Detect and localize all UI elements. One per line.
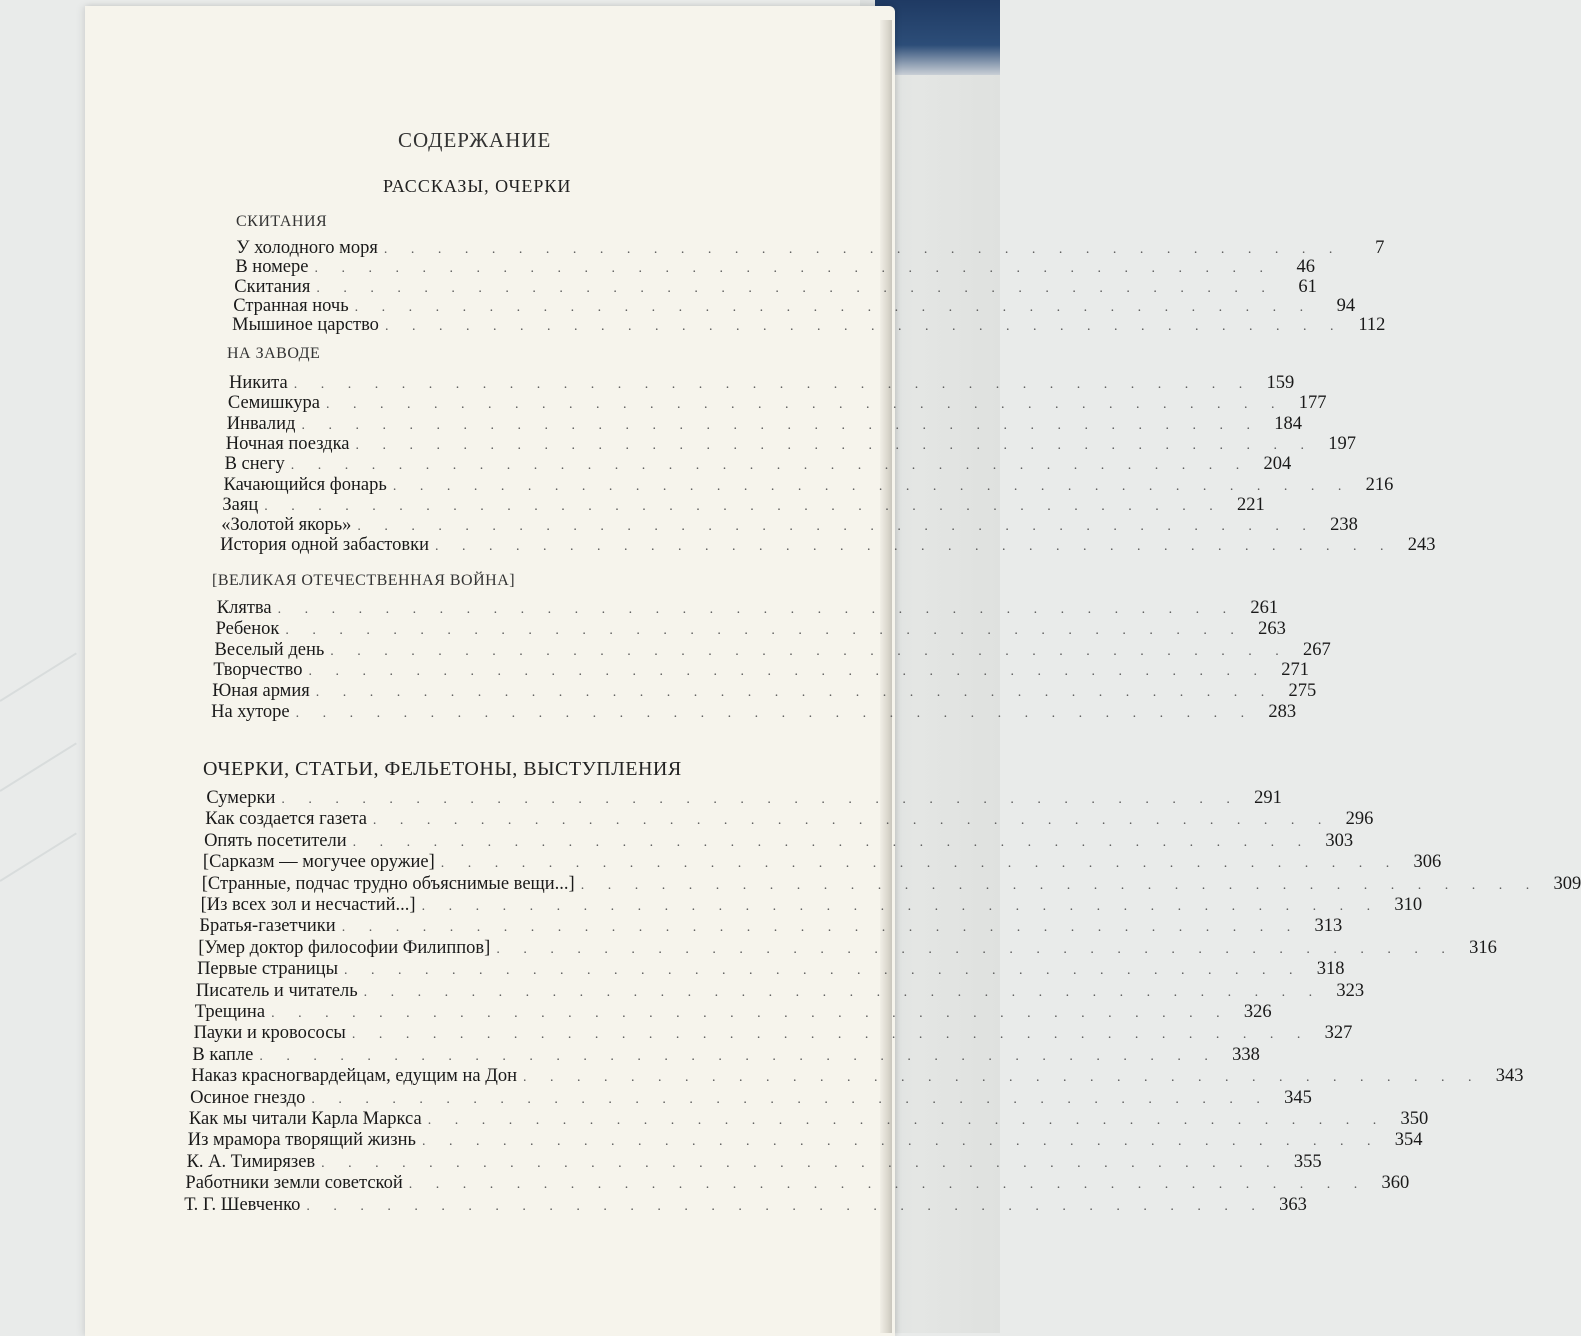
toc-entry xyxy=(216,598,1279,619)
page-number: 283 xyxy=(1268,702,1297,722)
entry-title: Мышиное царство xyxy=(232,315,379,336)
dot-leader: . . . . . . . . . . . . . . . . . . . . . . . . . . . . . . . . . . . . xyxy=(427,1113,1387,1128)
toc-entry xyxy=(193,1023,1353,1044)
entry-title: «Золотой якорь» xyxy=(221,515,352,536)
dot-leader: . . . . . . . . . . . . . . . . . . . . . . . . . . . . . . . . . . . . xyxy=(435,539,1394,555)
page-number: 7 xyxy=(1375,238,1385,258)
dot-leader: . . . . . . . . . . . . . . . . . . . . . . . . . . . . . . . . . . . . xyxy=(496,941,1455,957)
toc-entry xyxy=(200,895,1423,916)
entry-title: В номере xyxy=(235,257,309,278)
page-number: 296 xyxy=(1345,809,1374,830)
entry-title: Инвалид xyxy=(226,413,296,434)
entry-title: В капле xyxy=(192,1044,254,1065)
dot-leader: . . . . . . . . . . . . . . . . . . . . . . . . . . . . . . . . . . . . xyxy=(372,813,1332,829)
entry-title: Ночная поездка xyxy=(225,433,350,454)
toc-entry xyxy=(187,1130,1423,1151)
dot-leader: . . . . . . . . . . . . . . . . . . . . . . . . . . . . . . . . . . . . xyxy=(277,602,1237,617)
dot-leader: . . . . . . . . . . . . . . . . . . . . . . . . . . . . . . . . . . . . xyxy=(352,834,1312,850)
toc-entry xyxy=(211,702,1297,723)
page-number: 46 xyxy=(1296,257,1315,278)
toc-entry xyxy=(205,809,1374,830)
dot-leader: . . . . . . . . . . . . . . . . . . . . . . . . . . . . . . . . . . . . xyxy=(314,261,1273,277)
dot-leader: . . . . . . . . . . . . . . . . . . . . . . . . . . . . . . . . . . . . xyxy=(285,622,1244,638)
dot-leader: . . . . . . . . . . . . . . . . . . . . . . . . . . . . . . . . . . . . xyxy=(357,519,1316,535)
entry-title: Т. Г. Шевченко xyxy=(184,1194,301,1215)
entry-title: На хуторе xyxy=(211,702,290,722)
dot-leader: . . . . . . . . . . . . . . . . . . . . . . . . . . . . . . . . . . . . xyxy=(311,1091,1270,1107)
entry-title: [Умер доктор философии Филиппов] xyxy=(198,937,491,958)
dot-leader: . . . . . . . . . . . . . . . . . . . . . . . . . . . . . . . . . . . . xyxy=(522,1070,1482,1086)
toc-entry xyxy=(188,1109,1429,1130)
dot-leader: . . . . . . . . . . . . . . . . . . . . . . . . . . . . . . . . . . . . xyxy=(308,664,1268,680)
toc-entry xyxy=(191,1066,1524,1087)
entry-title: Никита xyxy=(229,373,288,393)
toc-entry xyxy=(233,295,1356,317)
entry-title: Заяц xyxy=(222,494,259,515)
page-number: 313 xyxy=(1314,916,1343,937)
toc-entry xyxy=(232,315,1386,336)
toc-entry xyxy=(236,238,1385,259)
toc-entry xyxy=(199,916,1343,937)
page-number: 184 xyxy=(1274,413,1302,434)
dot-leader: . . . . . . . . . . . . . . . . . . . . . . . . . . . . . . . . . . . . xyxy=(392,478,1352,494)
page-number: 159 xyxy=(1266,373,1295,393)
toc-entry xyxy=(225,433,1357,455)
toc-entry xyxy=(195,980,1365,1002)
dot-leader: . . . . . . . . . . . . . . . . . . . . . . . . . . . . . . . . . . . . xyxy=(421,899,1381,914)
dot-leader: . . . . . . . . . . . . . . . . . . . . . . . . . . . . . . . . . . . . xyxy=(440,856,1400,872)
entry-title: Писатель и читатель xyxy=(195,980,358,1001)
entry-title: Клятва xyxy=(216,598,272,618)
section-title: СКИТАНИЯ xyxy=(236,213,328,230)
page-number: 221 xyxy=(1237,494,1265,515)
entry-title: Сумерки xyxy=(206,788,276,808)
dot-leader: . . . . . . . . . . . . . . . . . . . . . . . . . . . . . . . . . . . . xyxy=(293,377,1253,392)
entry-title: Веселый день xyxy=(214,639,325,660)
page-number: 323 xyxy=(1336,980,1365,1001)
dot-leader: . . . . . . . . . . . . . . . . . . . . . . . . . . . . . . . . . . . . xyxy=(351,1027,1311,1043)
dot-leader: . . . . . . . . . . . . . . . . . . . . . . . . . . . . . . . . . . . . xyxy=(306,1198,1265,1214)
entry-title: Скитания xyxy=(234,276,311,297)
page-number: 291 xyxy=(1254,788,1282,808)
toc-entry xyxy=(201,873,1581,895)
page-number: 61 xyxy=(1298,276,1317,297)
entry-title: Творчество xyxy=(213,660,303,681)
part-title: ОЧЕРКИ, СТАТЬИ, ФЕЛЬЕТОНЫ, ВЫСТУПЛЕНИЯ xyxy=(203,758,682,780)
page-number: 263 xyxy=(1258,618,1286,639)
dot-leader: . . . . . . . . . . . . . . . . . . . . . . . . . . . . . . . . . . . . xyxy=(316,280,1275,296)
entry-title: [Странные, подчас трудно объяснимые вещи...] xyxy=(201,873,575,894)
page-number: 303 xyxy=(1325,830,1354,851)
entry-title: Трещина xyxy=(194,1002,266,1022)
dot-leader: . . . . . . . . . . . . . . . . . . . . . . . . . . . . . . . . . . . . xyxy=(330,643,1289,659)
toc-entry xyxy=(214,639,1331,661)
toc-entry xyxy=(206,788,1282,809)
toc-entry xyxy=(194,1002,1272,1023)
page-number: 343 xyxy=(1495,1066,1524,1087)
dot-leader: . . . . . . . . . . . . . . . . . . . . . . . . . . . . . . . . . . . . xyxy=(341,920,1301,936)
toc-entry xyxy=(198,937,1497,959)
page-number: 275 xyxy=(1288,681,1317,702)
dot-leader: . . . . . . . . . . . . . . . . . . . . . . . . . . . . . . . . . . . . xyxy=(421,1134,1381,1150)
dot-leader: . . . . . . . . . . . . . . . . . . . . . . . . . . . . . . . . . . . . xyxy=(290,458,1250,474)
dot-leader: . . . . . . . . . . . . . . . . . . . . . . . . . . . . . . . . . . . . xyxy=(355,437,1315,453)
page-number: 360 xyxy=(1381,1173,1410,1194)
entry-title: История одной забастовки xyxy=(220,535,429,556)
entry-title: Ребенок xyxy=(215,618,280,639)
page-number: 94 xyxy=(1336,295,1356,316)
dot-leader: . . . . . . . . . . . . . . . . . . . . . . . . . . . . . . . . . . . . xyxy=(259,1048,1218,1064)
page-number: 267 xyxy=(1303,639,1331,660)
page-number: 306 xyxy=(1413,852,1442,873)
dot-leader: . . . . . . . . . . . . . . . . . . . . . . . . . . . . . . . . . . . . xyxy=(271,1006,1230,1021)
entry-title: В снегу xyxy=(224,454,285,475)
entry-title: Наказ красногвардейцам, едущим на Дон xyxy=(191,1066,517,1087)
dot-leader: . . . . . . . . . . . . . . . . . . . . . . . . . . . . . . . . . . . . xyxy=(264,498,1223,514)
dot-leader: . . . . . . . . . . . . . . . . . . . . . . . . . . . . . . . . . . . . xyxy=(281,792,1240,807)
toc-entry xyxy=(222,494,1265,516)
entry-title: Качающийся фонарь xyxy=(223,474,387,495)
toc-entry xyxy=(223,474,1394,496)
page-number: 316 xyxy=(1469,937,1497,958)
toc-entry xyxy=(220,535,1436,556)
toc-entry xyxy=(190,1087,1312,1109)
dot-leader: . . . . . . . . . . . . . . . . . . . . . . . . . . . . . . . . . . . . xyxy=(295,706,1255,721)
dot-leader: . . . . . . . . . . . . . . . . . . . . . . . . . . . . . . . . . . . . xyxy=(354,299,1314,315)
dot-leader: . . . . . . . . . . . . . . . . . . . . . . . . . . . . . . . . . . . . xyxy=(580,877,1540,893)
page-number: 197 xyxy=(1328,433,1357,454)
page-number: 238 xyxy=(1330,515,1358,536)
part-title: РАССКАЗЫ, ОЧЕРКИ xyxy=(383,176,572,196)
toc-entry xyxy=(184,1194,1307,1216)
page-number: 177 xyxy=(1298,393,1327,414)
dot-leader: . . . . . . . . . . . . . . . . . . . . . . . . . . . . . . . . . . . . xyxy=(321,1155,1280,1171)
page-number: 345 xyxy=(1284,1087,1312,1108)
entry-title: Работники земли советской xyxy=(185,1173,403,1194)
page-number: 363 xyxy=(1279,1194,1307,1215)
entry-title: Первые страницы xyxy=(197,959,338,980)
page-number: 355 xyxy=(1293,1151,1322,1172)
entry-title: Братья-газетчики xyxy=(199,916,336,937)
toc-entry xyxy=(234,276,1317,298)
section-title: НА ЗАВОДЕ xyxy=(227,345,321,362)
toc-entry xyxy=(213,660,1310,681)
toc-entry xyxy=(212,681,1317,702)
page-number: 243 xyxy=(1407,535,1436,556)
dot-leader: . . . . . . . . . . . . . . . . . . . . . . . . . . . . . . . . . . . . xyxy=(315,685,1275,701)
entry-title: Пауки и кровососы xyxy=(193,1023,346,1044)
entry-title: К. А. Тимирязев xyxy=(186,1151,316,1172)
toc-entry xyxy=(221,515,1358,536)
toc-entry xyxy=(229,373,1295,394)
dot-leader: . . . . . . . . . . . . . . . . . . . . . . . . . . . . . . . . . . . . xyxy=(408,1177,1368,1193)
entry-title: Юная армия xyxy=(212,681,310,702)
dot-leader: . . . . . . . . . . . . . . . . . . . . . . . . . . . . . . . . . . . . xyxy=(363,984,1323,1000)
entry-title: Как создается газета xyxy=(205,809,367,830)
toc-entry xyxy=(227,393,1327,414)
entry-title: У холодного моря xyxy=(236,238,378,258)
entry-title: Из мрамора творящий жизнь xyxy=(187,1130,416,1151)
entry-title: Странная ночь xyxy=(233,295,349,316)
entry-title: Как мы читали Карла Маркса xyxy=(188,1109,422,1129)
page-number: 354 xyxy=(1394,1130,1423,1151)
entry-title: Семишкура xyxy=(227,393,320,414)
page-number: 310 xyxy=(1394,895,1423,915)
dot-leader: . . . . . . . . . . . . . . . . . . . . . . . . . . . . . . . . . . . . xyxy=(301,417,1260,433)
toc-entry xyxy=(185,1173,1410,1194)
page-title: СОДЕРЖАНИЕ xyxy=(398,128,552,152)
page-number: 216 xyxy=(1365,474,1394,495)
toc-entry xyxy=(224,454,1292,475)
entry-title: [Сарказм — могучее оружие] xyxy=(202,852,435,873)
entry-title: Осиное гнездо xyxy=(190,1087,306,1108)
dot-leader: . . . . . . . . . . . . . . . . . . . . . . . . . . . . . . . . . . . . xyxy=(344,963,1303,979)
dot-leader: . . . . . . . . . . . . . . . . . . . . . . . . . . . . . . . . . . . . xyxy=(325,397,1285,413)
page-number: 112 xyxy=(1358,315,1386,336)
page-number: 327 xyxy=(1324,1023,1353,1044)
toc-entry xyxy=(192,1044,1260,1066)
toc-entry xyxy=(197,959,1345,980)
page-number: 261 xyxy=(1250,598,1279,618)
entry-title: [Из всех зол и несчастий...] xyxy=(200,895,416,915)
page-number: 338 xyxy=(1232,1044,1260,1065)
page-number: 350 xyxy=(1400,1109,1429,1129)
page-number: 318 xyxy=(1316,959,1345,980)
dot-leader: . . . . . . . . . . . . . . . . . . . . . . . . . . . . . . . . . . . . xyxy=(384,319,1344,335)
page-number: 326 xyxy=(1243,1002,1272,1022)
page-number: 204 xyxy=(1263,454,1292,475)
page-number: 271 xyxy=(1281,660,1310,681)
toc-entry xyxy=(215,618,1286,640)
toc-entry xyxy=(235,257,1315,278)
toc-entry xyxy=(204,830,1354,852)
page-number: 309 xyxy=(1553,873,1581,894)
section-title: [ВЕЛИКАЯ ОТЕЧЕСТВЕННАЯ ВОЙНА] xyxy=(212,572,516,589)
entry-title: Опять посетители xyxy=(204,830,347,851)
dot-leader: . . . . . . . . . . . . . . . . . . . . . . . . . . . . . . . . . . . . xyxy=(383,242,1343,257)
toc-entry xyxy=(202,852,1442,873)
toc-entry xyxy=(186,1151,1322,1173)
toc-entry xyxy=(226,413,1302,435)
